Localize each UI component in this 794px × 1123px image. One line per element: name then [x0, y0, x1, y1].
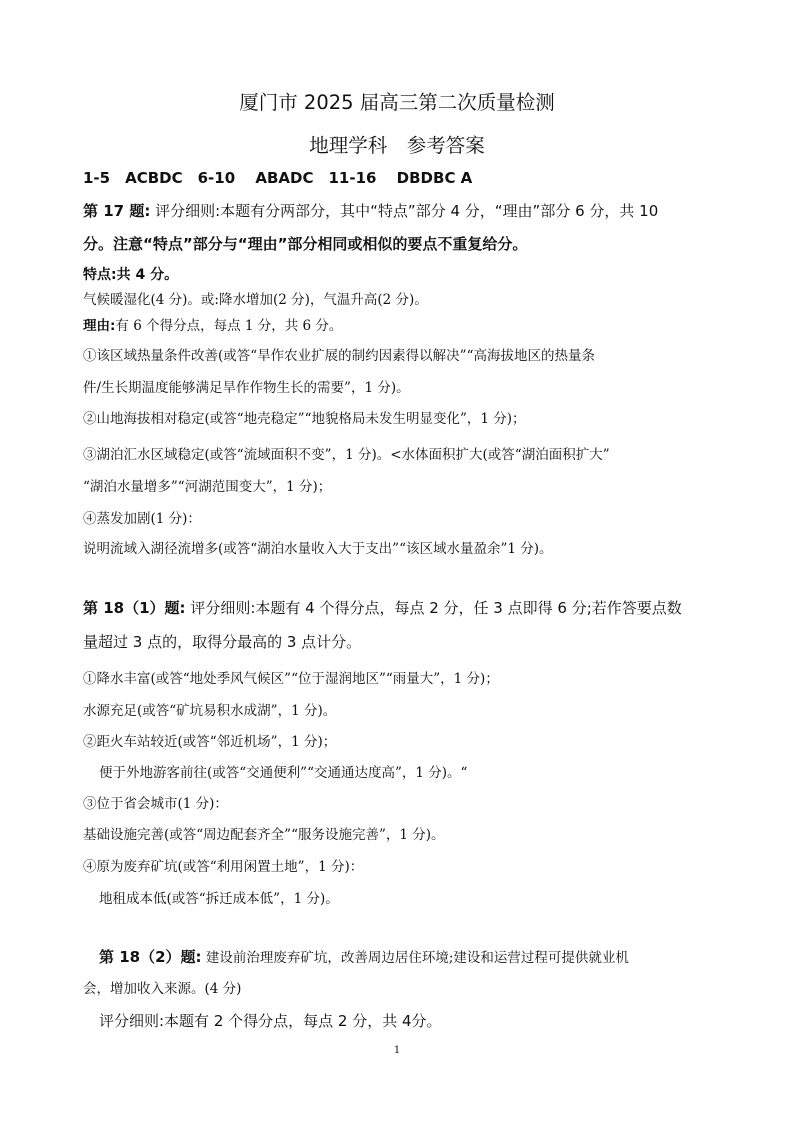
q17-reason-line — [83, 319, 754, 335]
q18-1-point-1a: ①降水丰富(或答“地处季风气候区”“位于湿润地区”“雨量大”，1 分)； — [83, 671, 499, 687]
q18-2-rule: 评分细则:本题有 2 个得分点，每点 2 分，共 4分。 — [99, 1012, 442, 1030]
q17-point-3a: ③湖泊汇水区域稳定(或答“流域面积不变”，1 分)。<水体面积扩大(或答“湖泊面积扩大” — [83, 447, 610, 463]
page-number: 1 — [393, 1045, 401, 1056]
q18-2-answer-line-2: 会，增加收入来源。(4 分) — [83, 981, 242, 997]
q18-1-point-3a: ③位于省会城市(1 分)： — [83, 796, 228, 812]
q18-1-point-2b: 便于外地游客前往(或答“交通便利”“交通通达度高”，1 分)。“ — [99, 765, 468, 781]
q18-2-answer-text-1: 建设前治理废弃矿坑，改善周边居住环境;建设和运营过程可提供就业机 — [205, 950, 629, 966]
q18-1-point-4a: ④原为废弃矿坑(或答“利用闲置土地”，1 分)： — [83, 859, 364, 875]
q17-reason-text: 有 6 个得分点，每点 1 分，共 6 分。 — [115, 318, 343, 334]
q17-point-4b: 说明流域入湖径流增多(或答“湖泊水量收入大于支出”“该区域水量盈余”1 分)。 — [83, 541, 553, 557]
q18-1-point-2a: ②距火车站较近(或答“邻近机场”，1 分)； — [83, 734, 337, 750]
q18-1-point-3b: 基础设施完善(或答“周边配套齐全”“服务设施完善”，1 分)。 — [83, 827, 445, 843]
q17-rule-line-2: 分。注意“特点”部分与“理由”部分相同或相似的要点不重复给分。 — [83, 235, 528, 253]
q17-point-3b: “湖泊水量增多”“河湖范围变大”，1 分)； — [83, 479, 332, 495]
q17-rule-line-1 — [83, 203, 754, 220]
q17-point-4a: ④蒸发加剧(1 分)： — [83, 511, 201, 527]
multiple-choice-answers: 1-5 ACBDC 6-10 ABADC 11-16 DBDBC A — [83, 169, 473, 187]
q18-1-rule-text-1: 评分细则:本题有 4 个得分点，每点 2 分，任 3 点即得 6 分;若作答要点数 — [190, 599, 682, 617]
q18-2-answer-line-1 — [99, 949, 754, 967]
q17-point-2: ②山地海拔相对稳定(或答“地壳稳定”“地貌格局未发生明显变化”，1 分)； — [83, 411, 526, 427]
q18-1-rule-line-2: 量超过 3 点的，取得分最高的 3 点计分。 — [83, 633, 362, 651]
q17-feature-label: 特点:共 4 分。 — [83, 267, 179, 283]
q18-1-label: 第 18（1）题: — [83, 599, 186, 617]
document-subtitle: 地理学科 参考答案 — [309, 134, 485, 157]
q17-point-1a: ①该区域热量条件改善(或答“旱作农业扩展的制约因素得以解决”“高海拔地区的热量条 — [83, 348, 595, 364]
document-title: 厦门市 2025 届高三第二次质量检测 — [239, 91, 555, 114]
q18-2-label: 第 18（2）题: — [99, 948, 202, 966]
q17-point-1b: 件/生长期温度能够满足旱作作物生长的需要”，1 分)。 — [83, 380, 410, 396]
q17-feature-text: 气候暖湿化(4 分)。或:降水增加(2 分)，气温升高(2 分)。 — [83, 292, 428, 308]
q18-1-point-4b: 地租成本低(或答“拆迁成本低”，1 分)。 — [99, 891, 339, 907]
q17-rule-text-1: 评分细则:本题有分两部分，其中“特点”部分 4 分，“理由”部分 6 分，共 10 — [155, 202, 659, 220]
q18-1-point-1b: 水源充足(或答“矿坑易积水成湖”，1 分)。 — [83, 703, 337, 719]
q17-reason-label: 理由: — [83, 318, 116, 334]
q17-label: 第 17 题: — [83, 202, 151, 220]
q18-1-rule-line-1 — [83, 600, 754, 617]
